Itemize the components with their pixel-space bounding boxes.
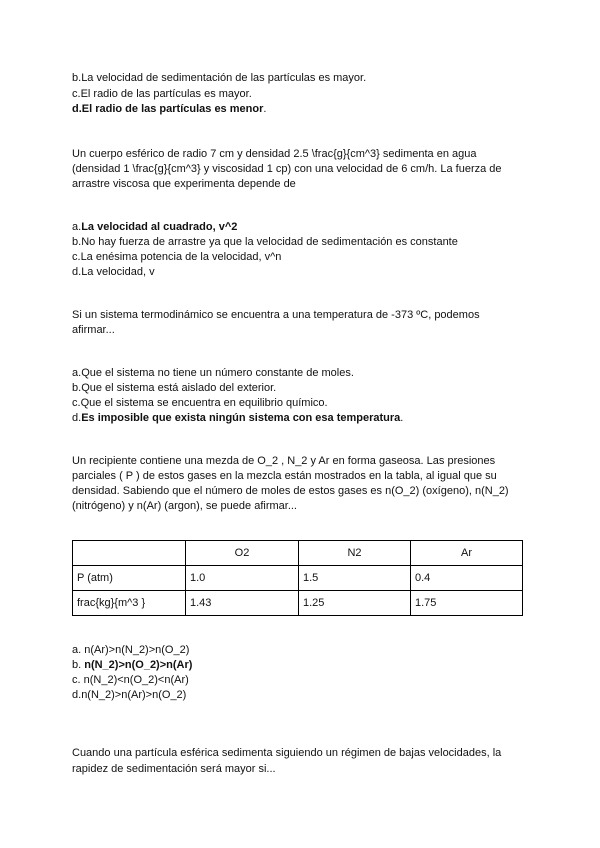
option-a: a. n(Ar)>n(N_2)>n(O_2) — [72, 644, 190, 656]
option-b-correct: b. n(N_2)>n(O_2)>n(Ar) — [72, 659, 193, 671]
option-c: c.Que el sistema se encuentra en equilibrio químico. — [72, 397, 328, 409]
option-d-correct: d.El radio de las partículas es menor. — [72, 103, 267, 115]
question-stem-line: (nitrógeno) y n(Ar) (argon), se puede afirmar... — [72, 500, 297, 512]
question-stem-line: parciales ( P ) de estos gases en la mezcla están mostrados en la tabla, al igual que su — [72, 470, 497, 482]
table-row — [73, 566, 523, 591]
table-row — [73, 591, 523, 616]
option-c: c.El radio de las partículas es mayor. — [72, 88, 252, 100]
table-cell: 1.5 — [299, 566, 411, 591]
table-cell: 1.25 — [299, 591, 411, 616]
table-header-row — [73, 541, 523, 566]
table-cell: 1.43 — [186, 591, 299, 616]
option-b: b.La velocidad de sedimentación de las partículas es mayor. — [72, 72, 367, 84]
question-stem-line: Si un sistema termodinámico se encuentra a una temperatura de -373 ºC, podemos — [72, 309, 480, 321]
option-d-correct: d.Es imposible que exista ningún sistema con esa temperatura. — [72, 412, 404, 424]
option-a-correct: a.La velocidad al cuadrado, v^2 — [72, 221, 238, 233]
option-b: b.Que el sistema está aislado del exterior. — [72, 382, 277, 394]
question-stem-line: rapidez de sedimentación será mayor si... — [72, 763, 276, 775]
table-header-cell: Ar — [411, 541, 523, 566]
option-d: d.n(N_2)>n(Ar)>n(O_2) — [72, 689, 187, 701]
option-a: a.Que el sistema no tiene un número constante de moles. — [72, 367, 354, 379]
question-stem-line: arrastre viscosa que experimenta depende de — [72, 178, 296, 190]
option-c: c.La enésima potencia de la velocidad, v^n — [72, 251, 282, 263]
gas-data-table — [72, 540, 523, 616]
table-header-cell: O2 — [186, 541, 299, 566]
question-stem-line: densidad. Sabiendo que el número de moles de estos gases es n(O_2) (oxígeno), n(N_2) — [72, 485, 509, 497]
option-c: c. n(N_2)<n(O_2)<n(Ar) — [72, 674, 189, 686]
option-d: d.La velocidad, v — [72, 266, 155, 278]
table-header-cell: N2 — [299, 541, 411, 566]
table-header-cell — [73, 541, 186, 566]
option-b: b.No hay fuerza de arrastre ya que la velocidad de sedimentación es constante — [72, 236, 458, 248]
question-stem-line: afirmar... — [72, 324, 115, 336]
table-cell: 0.4 — [411, 566, 523, 591]
question-stem-line: Cuando una partícula esférica sedimenta siguiendo un régimen de bajas velocidades, la — [72, 747, 502, 759]
table-cell: frac{kg}{m^3 } — [73, 591, 186, 616]
question-stem-line: Un recipiente contiene una mezda de O_2 , N_2 y Ar en forma gaseosa. Las presiones — [72, 455, 496, 467]
question-stem-line: (densidad 1 \frac{g}{cm^3} y viscosidad 1 cp) con una velocidad de 6 cm/h. La fuerza de — [72, 163, 502, 175]
table-cell: 1.75 — [411, 591, 523, 616]
table-cell: 1.0 — [186, 566, 299, 591]
table-cell: P (atm) — [73, 566, 186, 591]
question-stem-line: Un cuerpo esférico de radio 7 cm y densidad 2.5 \frac{g}{cm^3} sedimenta en agua — [72, 148, 477, 160]
